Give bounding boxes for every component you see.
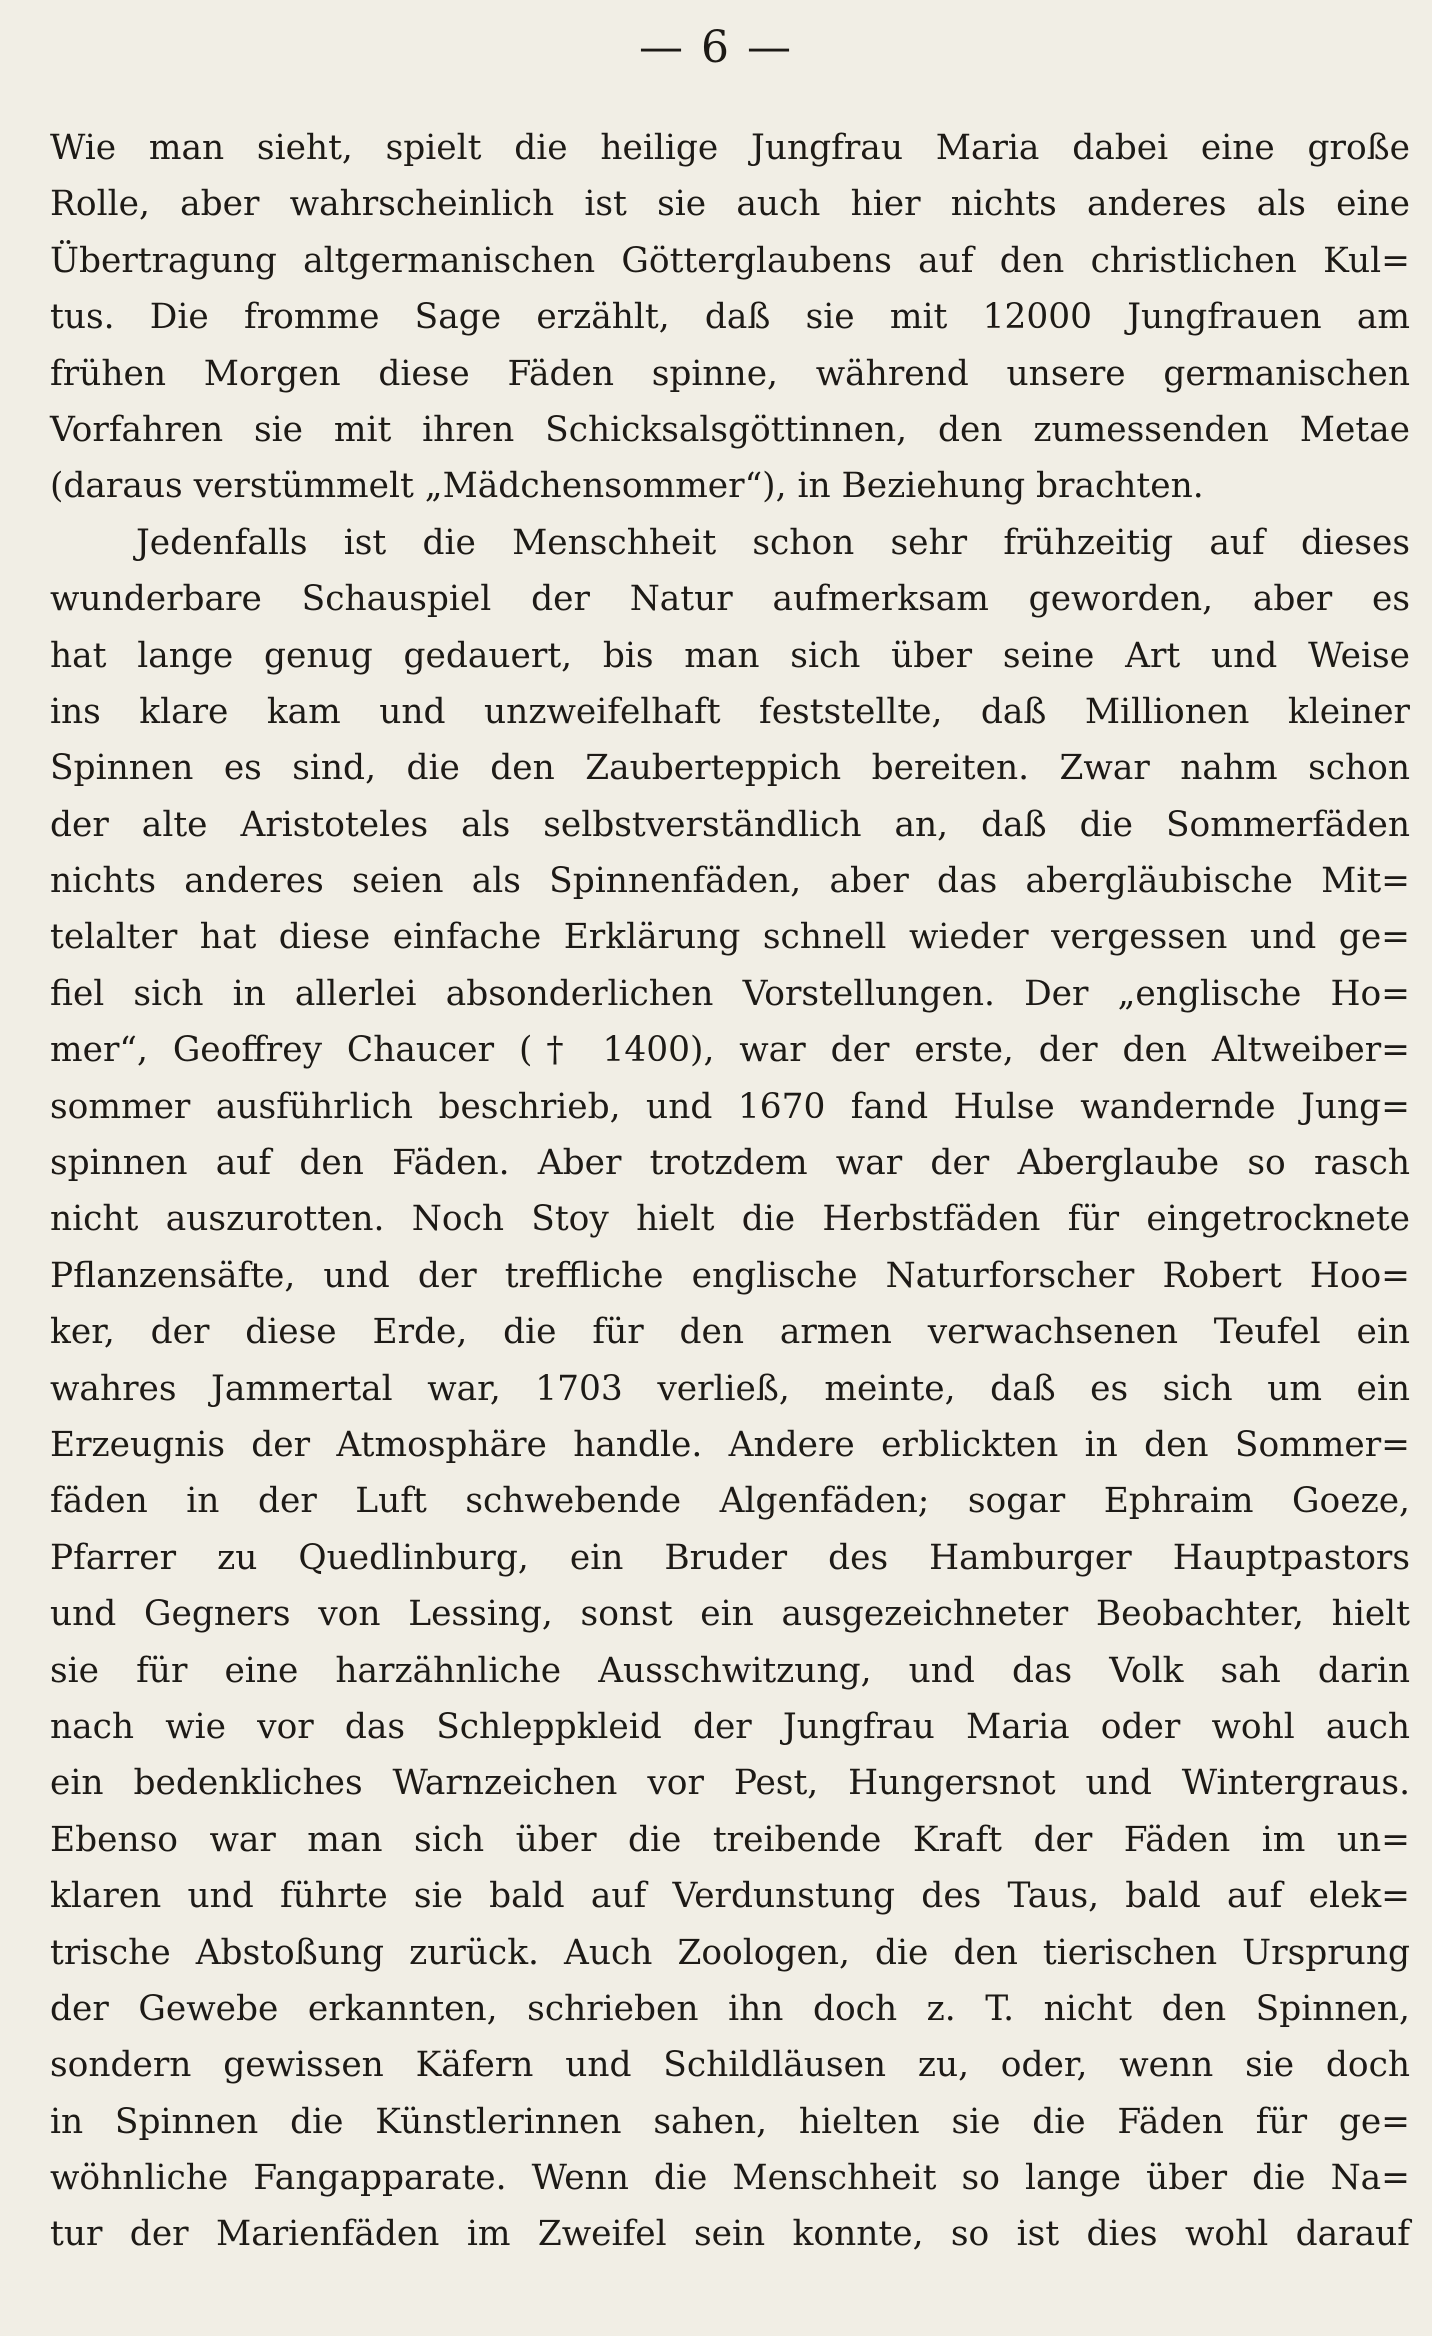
text-line: Rolle, aber wahrscheinlich ist sie auch hier nichts anderes als eine: [50, 184, 1410, 225]
text-line: nach wie vor das Schleppkleid der Jungfrau Maria oder wohl auch: [50, 1706, 1410, 1747]
text-line: Wie man sieht, spielt die heilige Jungfrau Maria dabei eine große: [50, 128, 1410, 168]
body-text: [50, 120, 1410, 2263]
text-line: Ebenso war man sich über die treibende Kraft der Fäden im un=: [50, 1819, 1410, 1860]
text-line: mer“, Geoffrey Chaucer († 1400), war der erste, der den Altweiber=: [50, 1030, 1410, 1071]
text-line: der alte Aristoteles als selbstverständlich an, daß die Sommerfäden: [50, 804, 1410, 845]
text-line: Jedenfalls ist die Menschheit schon sehr frühzeitig auf dieses: [136, 522, 1410, 563]
text-line: der Gewebe erkannten, schrieben ihn doch z. T. nicht den Spinnen,: [50, 1988, 1410, 2029]
text-line: ins klare kam und unzweifelhaft feststellte, daß Millionen kleiner: [50, 691, 1410, 732]
text-line: nicht auszurotten. Noch Stoy hielt die Herbstfäden für eingetrocknete: [50, 1199, 1410, 1240]
text-line: Pfarrer zu Quedlinburg, ein Bruder des Hamburger Hauptpastors: [50, 1537, 1410, 1578]
text-line: klaren und führte sie bald auf Verdunstung des Taus, bald auf elek=: [50, 1876, 1410, 1917]
text-line: wunderbare Schauspiel der Natur aufmerksam geworden, aber es: [50, 579, 1410, 620]
text-line: wöhnliche Fangapparate. Wenn die Menschheit so lange über die Na=: [50, 2158, 1410, 2199]
text-line: trische Abstoßung zurück. Auch Zoologen, die den tierischen Ursprung: [50, 1932, 1410, 1973]
text-line: fiel sich in allerlei absonderlichen Vorstellungen. Der „englische Ho=: [50, 973, 1410, 1014]
text-line: sie für eine harzähnliche Ausschwitzung, und das Volk sah darin: [50, 1650, 1410, 1691]
text-line: telalter hat diese einfache Erklärung schnell wieder vergessen und ge=: [50, 917, 1410, 958]
text-line: Übertragung altgermanischen Götterglaubens auf den christlichen Kul=: [50, 240, 1410, 281]
text-line: (daraus verstümmelt „Mädchensommer“), in Beziehung brachten.: [50, 466, 1204, 507]
text-line: sondern gewissen Käfern und Schildläusen zu, oder, wenn sie doch: [50, 2045, 1410, 2086]
text-line: nichts anderes seien als Spinnenfäden, aber das abergläubische Mit=: [50, 861, 1410, 902]
text-line: in Spinnen die Künstlerinnen sahen, hielten sie die Fäden für ge=: [50, 2101, 1410, 2142]
text-line: frühen Morgen diese Fäden spinne, während unsere germanischen: [50, 353, 1410, 394]
text-line: und Gegners von Lessing, sonst ein ausgezeichneter Beobachter, hielt: [50, 1594, 1410, 1635]
text-line: tur der Marienfäden im Zweifel sein konnte, so ist dies wohl darauf: [50, 2214, 1410, 2255]
text-line: ein bedenkliches Warnzeichen vor Pest, Hungersnot und Wintergraus.: [50, 1763, 1410, 1804]
text-line: Vorfahren sie mit ihren Schicksalsgöttinnen, den zumessenden Metae: [50, 409, 1410, 450]
text-line: sommer ausführlich beschrieb, und 1670 fand Hulse wandernde Jung=: [50, 1086, 1410, 1127]
text-line: Spinnen es sind, die den Zauberteppich bereiten. Zwar nahm schon: [50, 748, 1410, 789]
text-line: spinnen auf den Fäden. Aber trotzdem war der Aberglaube so rasch: [50, 1143, 1410, 1184]
page-number: — 6 —: [639, 22, 793, 73]
text-line: wahres Jammertal war, 1703 verließ, meinte, daß es sich um ein: [50, 1368, 1410, 1409]
text-line: hat lange genug gedauert, bis man sich über seine Art und Weise: [50, 635, 1410, 676]
text-line: Erzeugnis der Atmosphäre handle. Andere erblickten in den Sommer=: [50, 1424, 1410, 1465]
text-line: ker, der diese Erde, die für den armen verwachsenen Teufel ein: [50, 1312, 1410, 1353]
text-line: fäden in der Luft schwebende Algenfäden; sogar Ephraim Goeze,: [50, 1481, 1410, 1522]
text-line: tus. Die fromme Sage erzählt, daß sie mit 12000 Jungfrauen am: [50, 297, 1410, 338]
text-line: Pflanzensäfte, und der treffliche englische Naturforscher Robert Hoo=: [50, 1255, 1410, 1296]
